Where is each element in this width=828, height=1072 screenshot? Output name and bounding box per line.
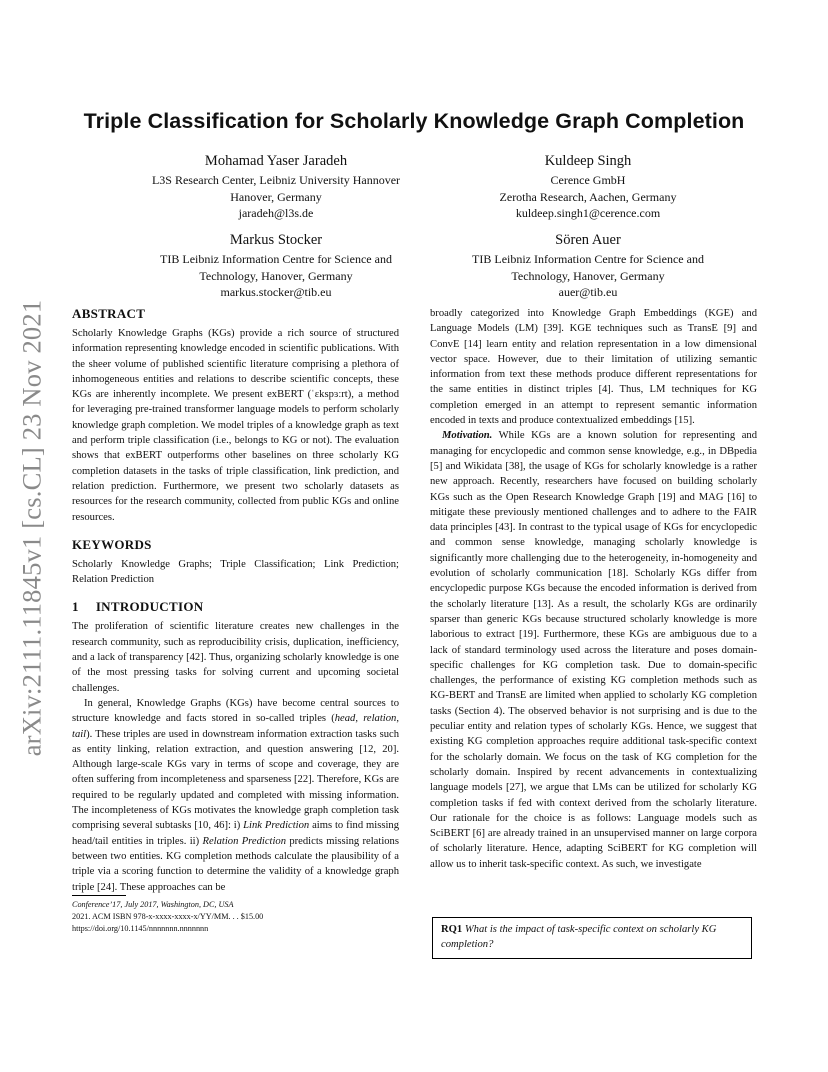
author-email: markus.stocker@tib.eu — [220, 285, 332, 299]
footnote-conference: Conference’17, July 2017, Washington, DC, USA — [72, 900, 234, 909]
author-name: Mohamad Yaser Jaradeh — [204, 153, 348, 169]
section-number: 1 — [72, 599, 79, 615]
intro-paragraph-1: The proliferation of scientific literature creates new challenges in the research community, such as reproducibility crisis, duplication, inefficiency, and a lack of transparency [42]. Thus, organizing scholarly knowledge is one of the most pressing tasks for solving current and upcoming societal challenges. — [72, 621, 399, 694]
intro-paragraph-2: In general, Knowledge Graphs (KGs) have become central sources to structure knowledge and facts stored in so-called triples (head, relation, tail). These triples are used in downstream information extraction tasks such as entity linking, relation extraction, and question answering [12, 20]. Although large-scale KGs vary in terms of scope and coverage, they are often suffering from incompleteness and sparseness [22]. Therefore, KGs are required to be regularly updated and completed with missing information. The incompleteness of KGs motivates the knowledge graph completion task comprising several subtasks [10, 46]: i) Link Prediction aims to find missing head/tail entities in triples. ii) Relation Prediction predicts missing relations between two entities. KG completion methods calculate the plausibility of a triple via a scoring function to determine the validity of a knowledge graph triple [24]. These approaches can be — [72, 697, 400, 893]
author-name: Markus Stocker — [229, 232, 323, 248]
footnote-isbn: 2021. ACM ISBN 978-x-xxxx-xxxx-x/YY/MM. . . $15.00 — [72, 912, 264, 922]
arxiv-stamp — [8, 284, 56, 772]
author-affiliation: TIB Leibniz Information Centre for Science and — [472, 252, 704, 266]
motivation-paragraph: Motivation. While KGs are a known solution for representing and managing for encyclopedic and common sense knowledge, e.g., in DBpedia [5] and Wikidata [38], the usage of KGs for scholarly knowledge is a rather new approach. Recently, researchers have focused on building scholarly KGs such as the Open Research Knowledge Graph [19] and MAG [16] to mitigate these previously mentioned challenges and to adhere to the FAIR data principles [43]. In contrast to the typical usage of KGs for encyclopedic and common sense knowledge, managing scholarly knowledge is significantly more challenging due to the heterogeneity, in-homogeneity and evolution of scholarly communication [18]. Scholarly KGs differ from encyclopedic purpose KGs because the encoded information is derived from the scholarly literature [13]. As a result, the scholarly KGs are ordinarily sparser than generic KGs because structured scholarly knowledge is more laborious to extract [19]. Furthermore, these KGs are ambiguous due to a lack of standard terminology used across the literature and poses domain-specific challenges for KG completion task. Due to domain-specific challenges, the performance of existing KG completion methods such as KG-BERT and TransE are limited when applied to scholarly KG completion tasks (Section 4). The observed behavior is not surprising and is due to the peculiar entity and relation types of scholarly KGs. Hence, we suggest that existing KG completion approaches require additional task-specific context for the scholarly domain. We focus on the task of KG completion for the scholarly domain. Inspired by recent advancements in contextualizing language models [27], we argue that LMs can be utilized for scholarly KG completion tasks if fed with context derived from the scholarly literature. Our rationale for the choice is as follows: Language models such as SciBERT [6] are already trained in an unsupervised manner on large corpora of scholarly literature. Hence, adapting SciBERT for KG completion will allow us to inherit task-specific context. As such, we investigate — [430, 430, 757, 870]
research-question-box — [432, 917, 752, 959]
author-affiliation: L3S Research Center, Leibniz University Hannover — [151, 173, 401, 187]
author-block — [106, 152, 446, 222]
abstract-heading: ABSTRACT — [72, 306, 146, 321]
motivation-label: Motivation. — [442, 430, 493, 442]
author-email: jaradeh@l3s.de — [238, 206, 314, 220]
author-block — [418, 152, 758, 222]
footnote-rule — [72, 895, 126, 896]
author-affiliation: Cerence GmbH — [550, 173, 626, 187]
footnote-doi: https://doi.org/10.1145/nnnnnnn.nnnnnnn — [72, 924, 209, 934]
keywords-heading: KEYWORDS — [72, 536, 152, 552]
author-email: auer@tib.eu — [558, 285, 618, 299]
right-paragraph-1: broadly categorized into Knowledge Graph Embeddings (KGE) and Language Models (LM) [39]. KGE techniques such as TransE [9] and ConvE [14] learn entity and relation representation in a low dimensional vector space. However, due to their limitation of utilizing semantic information from text these methods produce different representations for the same entities in distinct triples [4]. Thus, LM techniques for KG completion emerged in an attempt to represent semantic information encoded in texts and produce contextualized embeddings [15]. — [430, 308, 757, 427]
keywords-text: Scholarly Knowledge Graphs; Triple Classification; Link Prediction; Relation Prediction — [72, 558, 399, 586]
author-name: Sören Auer — [555, 232, 621, 248]
author-location: Technology, Hanover, Germany — [511, 268, 665, 283]
intro-heading — [72, 599, 399, 615]
author-name: Kuldeep Singh — [544, 153, 632, 169]
author-block — [106, 231, 446, 301]
rq-text: What is the impact of task-specific context on scholarly KG completion? — [441, 924, 717, 950]
author-block — [418, 231, 758, 301]
author-location: Technology, Hanover, Germany — [199, 268, 353, 283]
author-location: Hanover, Germany — [230, 189, 322, 204]
rq-label: RQ1 — [441, 924, 463, 935]
footnote — [72, 899, 399, 936]
author-location: Zerotha Research, Aachen, Germany — [499, 189, 677, 204]
section-title: INTRODUCTION — [95, 599, 204, 615]
author-email: kuldeep.singh1@cerence.com — [515, 206, 661, 220]
arxiv-id: arXiv:2111.11845v1 [cs.CL] 23 Nov 2021 — [16, 299, 47, 757]
abstract-text: Scholarly Knowledge Graphs (KGs) provide a rich source of structured information representing knowledge encoded in scientific publications. With the sheer volume of published scientific literature comprising a plethora of inhomogeneous entities and relations to describe scientific concepts, these KGs are inherently incomplete. We present exBERT (ˈɛkspɜːrt), a method for leveraging pre-trained transformer language models to perform scholarly knowledge graph completion. We model triples of a knowledge graph as text and perform triple classification (i.e., belongs to KG or not). The evaluation shows that exBERT outperforms other baselines on three scholarly KG completion datasets in the tasks of triple classification, link prediction, and relation prediction. Furthermore, we present two scholarly datasets as resources for the research community, collected from public KGs and online resources. — [72, 328, 399, 523]
left-column — [72, 306, 399, 895]
paper-title: Triple Classification for Scholarly Knowledge Graph Completion — [83, 109, 745, 133]
right-column — [430, 306, 757, 872]
author-affiliation: TIB Leibniz Information Centre for Science and — [160, 252, 392, 266]
